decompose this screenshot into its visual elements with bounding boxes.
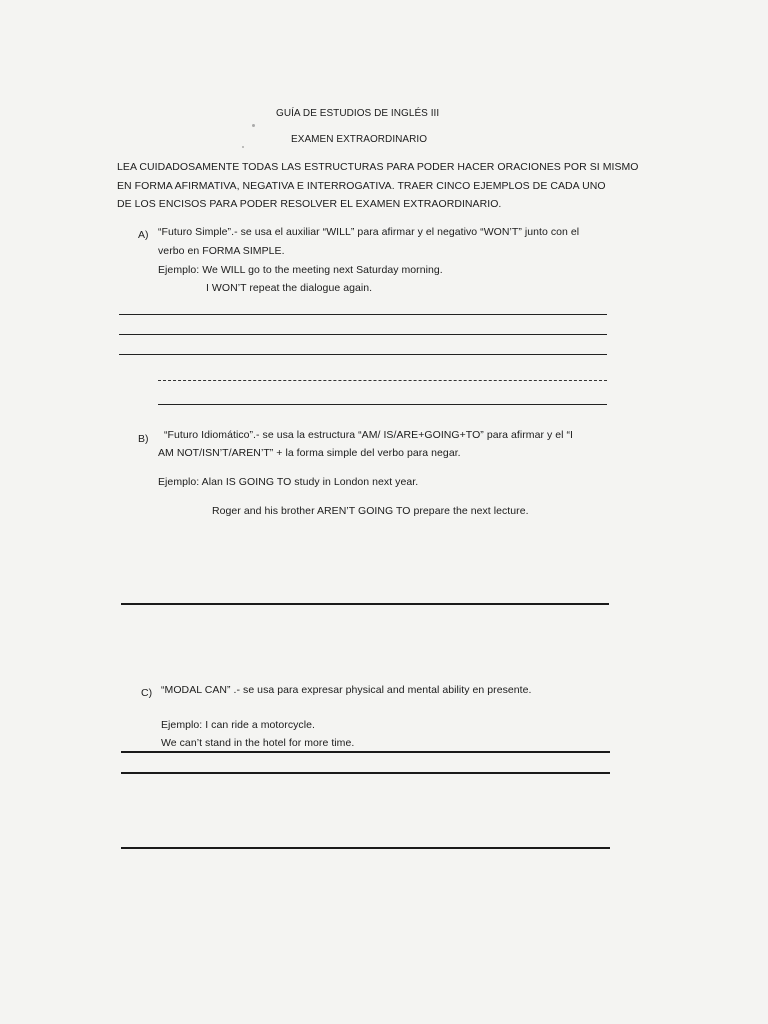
section-c-example-1: Ejemplo: I can ride a motorcycle. (161, 719, 315, 731)
answer-line (119, 334, 607, 335)
answer-line (121, 847, 610, 849)
answer-line-dotted (158, 380, 607, 381)
section-b-example-2: Roger and his brother AREN’T GOING TO prepare the next lecture. (212, 505, 529, 517)
answer-line (119, 354, 607, 355)
section-c-definition-line-1: “MODAL CAN” .- se usa para expresar physical and mental ability en presente. (161, 684, 532, 696)
section-b-marker: B) (138, 433, 149, 445)
instructions-line-1: LEA CUIDADOSAMENTE TODAS LAS ESTRUCTURAS PARA PODER HACER ORACIONES POR SI MISMO (117, 161, 639, 173)
section-b-definition-line-2: AM NOT/ISN’T/AREN’T” + la forma simple del verbo para negar. (158, 447, 461, 459)
scan-speck (242, 146, 244, 148)
answer-line (121, 751, 610, 753)
answer-line (121, 772, 610, 774)
document-title: GUÍA DE ESTUDIOS DE INGLÉS III (276, 108, 440, 119)
section-c-example-2: We can’t stand in the hotel for more time. (161, 737, 355, 749)
answer-line (119, 314, 607, 315)
section-a-marker: A) (138, 229, 149, 241)
section-a-example-1: Ejemplo: We WILL go to the meeting next Saturday morning. (158, 264, 443, 276)
section-a-definition-line-2: verbo en FORMA SIMPLE. (158, 245, 285, 257)
section-c-marker: C) (141, 687, 153, 699)
scan-speck (252, 124, 255, 127)
section-b-definition-line-1: “Futuro Idiomático”.- se usa la estructura “AM/ IS/ARE+GOING+TO” para afirmar y el “I (164, 429, 574, 441)
instructions-line-2: EN FORMA AFIRMATIVA, NEGATIVA E INTERROGATIVA. TRAER CINCO EJEMPLOS DE CADA UNO (117, 180, 606, 192)
document-subtitle: EXAMEN EXTRAORDINARIO (291, 134, 428, 145)
section-b-example-1: Ejemplo: Alan IS GOING TO study in London next year. (158, 476, 419, 488)
instructions-line-3: DE LOS ENCISOS PARA PODER RESOLVER EL EXAMEN EXTRAORDINARIO. (117, 198, 502, 210)
answer-line (121, 603, 609, 605)
section-a-definition-line-1: “Futuro Simple”.- se usa el auxiliar “WILL” para afirmar y el negativo “WON’T” junto con el (158, 226, 580, 238)
answer-line (158, 404, 607, 405)
section-a-example-2: I WON’T repeat the dialogue again. (206, 282, 373, 294)
